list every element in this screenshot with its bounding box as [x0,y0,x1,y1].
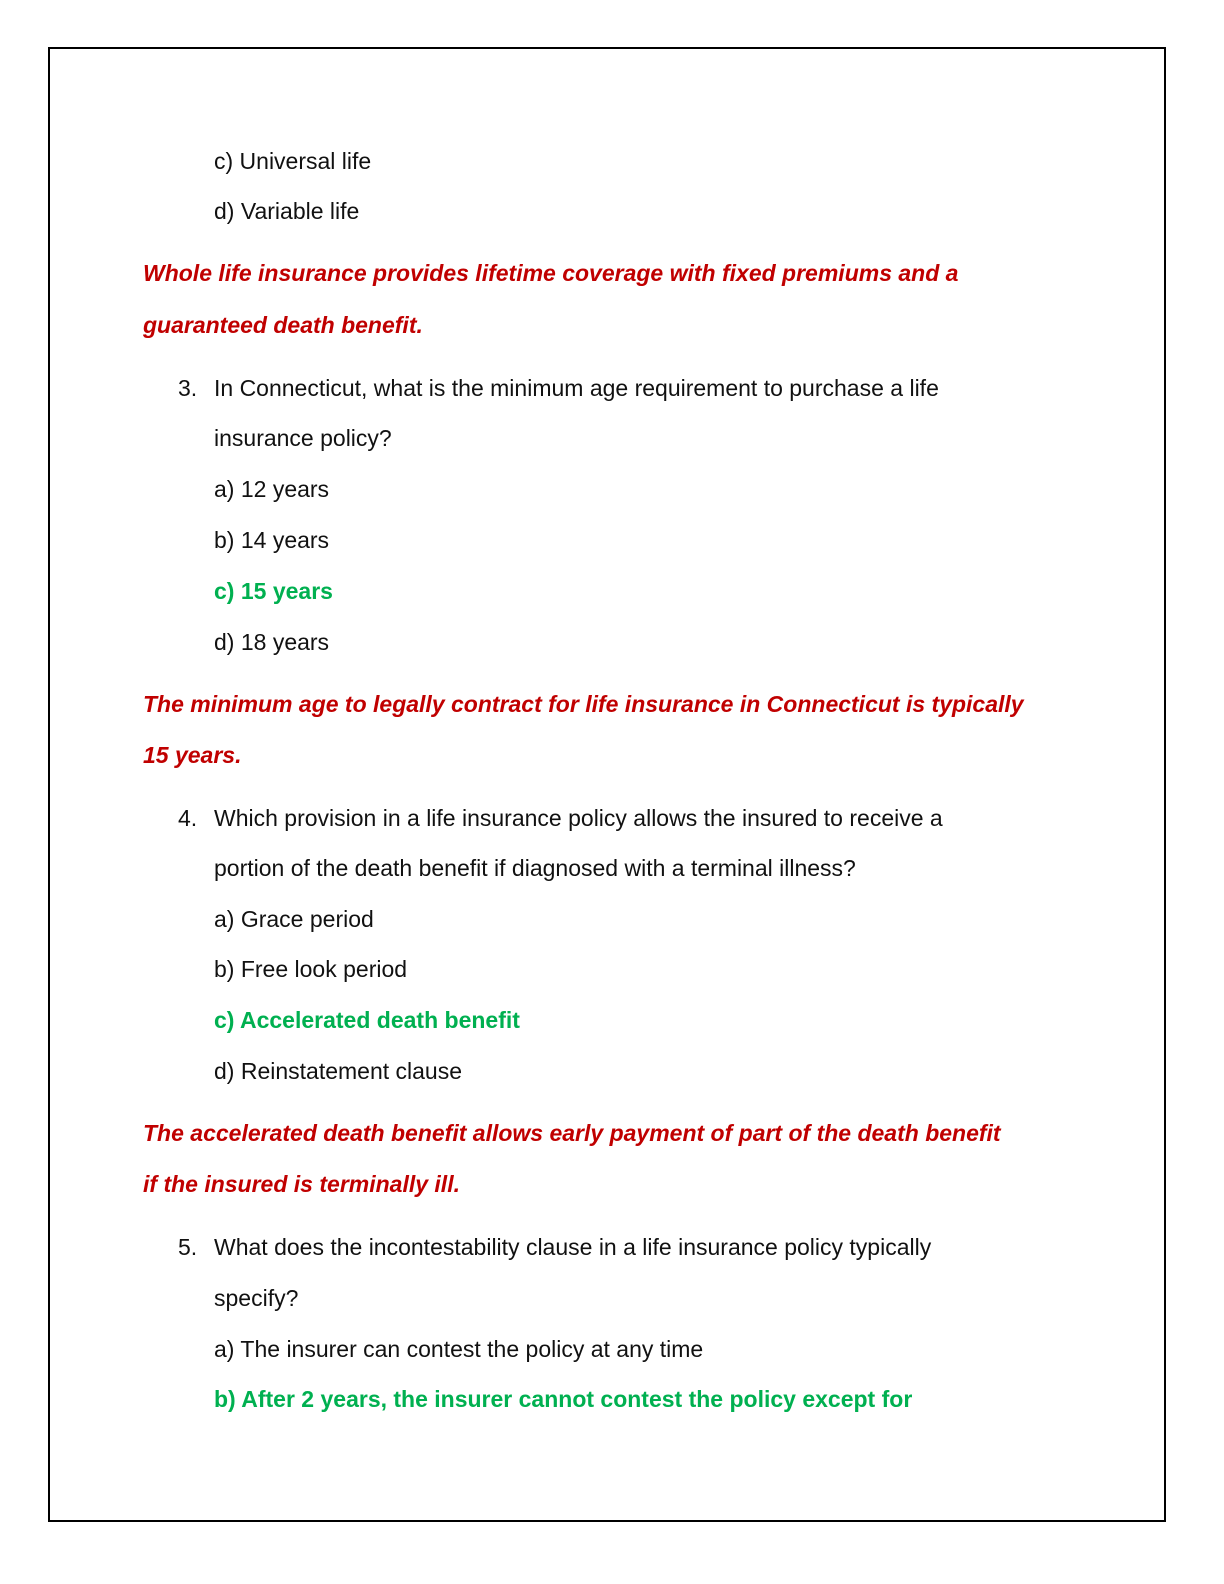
option: a) Grace period [214,906,374,932]
option: a) 12 years [214,476,330,502]
correct-option: b) After 2 years, the insurer cannot contest the policy except for [214,1386,913,1412]
option: b) 14 years [214,527,330,553]
question-text: What does the incontestability clause in a life insurance policy typically [214,1234,932,1260]
correct-option: c) Accelerated death benefit [214,1007,520,1033]
explanation: The minimum age to legally contract for life insurance in Connecticut is typically [143,691,1024,717]
option: d) Variable life [214,198,360,224]
explanation: 15 years. [143,742,242,768]
question-text: In Connecticut, what is the minimum age requirement to purchase a life [214,375,939,401]
question-text: insurance policy? [214,425,392,451]
question-text: Which provision in a life insurance policy allows the insured to receive a [214,805,943,831]
option: c) Universal life [214,148,372,174]
option: b) Free look period [214,956,408,982]
option: d) Reinstatement clause [214,1058,463,1084]
correct-option: c) 15 years [214,578,333,604]
question-text: specify? [214,1285,299,1311]
explanation: Whole life insurance provides lifetime coverage with fixed premiums and a [143,260,959,286]
explanation: The accelerated death benefit allows early payment of part of the death benefit [143,1120,1001,1146]
question-number: 4. [178,805,198,831]
explanation: if the insured is terminally ill. [143,1171,460,1197]
option: d) 18 years [214,629,330,655]
explanation: guaranteed death benefit. [143,312,423,338]
question-text: portion of the death benefit if diagnosed with a terminal illness? [214,855,856,881]
question-number: 5. [178,1234,198,1260]
question-number: 3. [178,375,198,401]
option: a) The insurer can contest the policy at any time [214,1336,704,1362]
